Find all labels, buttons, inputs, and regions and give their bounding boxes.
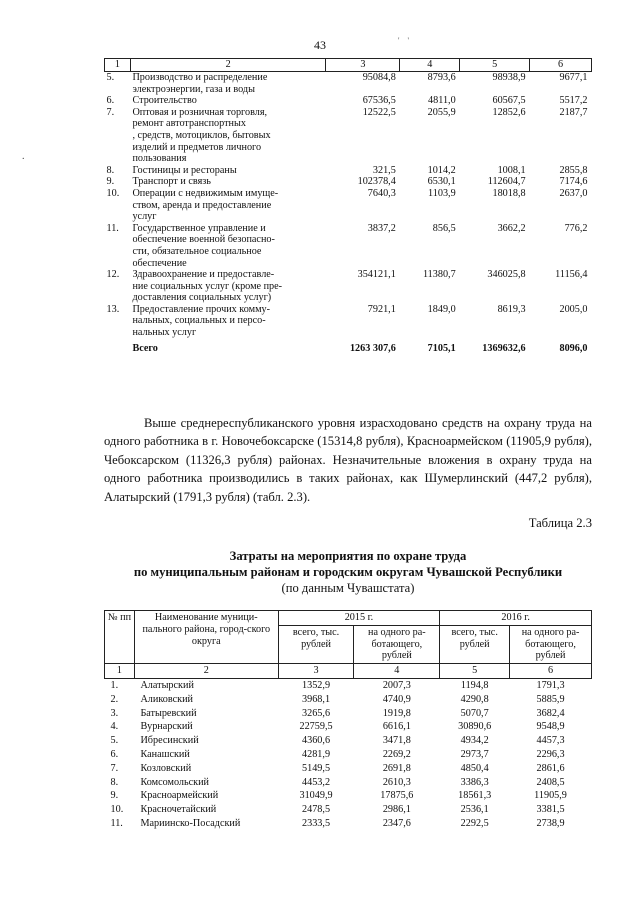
district-name: Комсомольский — [140, 776, 210, 788]
district-name: Мариинско-Посадский — [140, 817, 241, 829]
header-total: всего, тыс. рублей — [278, 625, 354, 663]
col-number: 1 — [105, 664, 135, 679]
value-cell: 11905,9 — [534, 790, 567, 802]
value-cell: 4290,8 — [460, 693, 489, 705]
district-name: Аликовский — [140, 693, 193, 705]
row-label: ние социальных услуг (кроме пре- — [132, 280, 283, 292]
header-no: № пп — [105, 611, 135, 664]
value-cell: 112604,7 — [487, 176, 526, 188]
value-cell: 2861,6 — [536, 762, 565, 774]
paragraph-text: Выше среднереспубликанского уровня израсходовано средств на охрану труда на одного работника в г. Новочебоксарске (15314,8 рубля), Красноармейском (11905,9 рубля), Чебоксарском (11326,3 рубля) районах. Незначительные вложения в охрану труда на одного работника производились в таких районах, как Шумерлинский (447,2 рубля), Алатырский (1791,3 рубля) (табл. 2.3). — [104, 416, 592, 504]
row-number — [105, 292, 131, 304]
page-number: 43 — [314, 38, 326, 52]
row-number: 5. — [106, 72, 115, 83]
value-cell — [530, 315, 592, 327]
total-value: 1263 307,6 — [349, 342, 396, 354]
value-cell: 1352,9 — [302, 679, 331, 691]
table-row — [105, 211, 592, 223]
row-number: 11. — [110, 817, 123, 829]
row-label: нальных, социальных и персо- — [132, 315, 266, 327]
table-row — [105, 188, 592, 200]
value-cell: 9677,1 — [559, 72, 588, 83]
row-number: 6. — [110, 748, 119, 760]
row-label: обеспечение военной безопасно- — [132, 234, 275, 246]
row-label: услуг — [132, 211, 157, 223]
table-row — [105, 762, 592, 776]
row-label: электроэнергии, газа и воды — [132, 83, 255, 95]
table1-header-row — [105, 59, 592, 72]
row-number: 13. — [106, 303, 120, 315]
row-number: 6. — [106, 95, 115, 107]
value-cell: 321,5 — [372, 164, 396, 176]
value-cell: 30890,6 — [458, 721, 492, 733]
value-cell: 1103,9 — [428, 187, 456, 199]
row-number: 11. — [106, 222, 119, 234]
value-cell — [400, 142, 460, 154]
table2-body — [105, 678, 592, 830]
row-number — [105, 118, 131, 130]
value-cell: 4457,3 — [536, 735, 565, 747]
value-cell: 4281,9 — [302, 748, 331, 760]
row-label: доставления социальных услуг) — [132, 292, 272, 304]
row-label: Здравоохранение и предоставле- — [132, 269, 275, 281]
district-name: Алатырский — [140, 679, 194, 691]
row-number: 7. — [106, 106, 115, 118]
row-number — [105, 315, 131, 327]
value-cell — [326, 292, 400, 304]
table1-header-cell: 2 — [130, 59, 325, 72]
value-cell: 3265,6 — [302, 707, 331, 719]
value-cell — [530, 130, 592, 142]
value-cell: 4453,2 — [302, 776, 331, 788]
col-number: 5 — [440, 664, 510, 679]
value-cell: 2973,7 — [460, 748, 489, 760]
table-row — [105, 142, 592, 154]
table-row — [105, 176, 592, 188]
value-cell — [400, 246, 460, 258]
value-cell — [460, 142, 530, 154]
row-label: ремонт автотранспортных — [132, 118, 246, 130]
row-label: Государственное управление и — [132, 222, 266, 234]
district-name: Красночетайский — [140, 804, 217, 816]
value-cell — [326, 153, 400, 165]
district-name: Батыревский — [140, 707, 197, 719]
table-row — [105, 693, 592, 707]
table-row — [105, 789, 592, 803]
row-number — [105, 258, 131, 270]
row-label: Производство и распределение — [132, 72, 268, 83]
table-row — [105, 72, 592, 84]
table-row — [105, 107, 592, 119]
table1-header-cell: 3 — [326, 59, 400, 72]
table-row — [105, 281, 592, 293]
header-name: Наименование муници-пального района, город-ского округа — [134, 611, 278, 664]
header-per-worker: на одного ра-ботающего, рублей — [354, 625, 440, 663]
value-cell: 6530,1 — [427, 176, 456, 188]
value-cell — [400, 315, 460, 327]
value-cell: 2005,0 — [559, 303, 588, 315]
col-number: 2 — [134, 664, 278, 679]
value-cell: 776,2 — [564, 222, 588, 234]
table1-header-cell: 6 — [530, 59, 592, 72]
row-label: изделий и предметов личного — [132, 141, 262, 153]
row-number — [105, 211, 131, 223]
value-cell: 8793,6 — [427, 72, 456, 83]
value-cell: 2478,5 — [302, 804, 331, 816]
row-label: Строительство — [132, 95, 197, 107]
value-cell: 3682,4 — [536, 707, 565, 719]
table2-header-row — [105, 611, 592, 626]
value-cell: 5149,5 — [302, 762, 331, 774]
value-cell — [400, 211, 460, 223]
value-cell — [460, 315, 530, 327]
value-cell — [460, 246, 530, 258]
header-year-2015: 2015 г. — [278, 611, 440, 626]
value-cell: 2691,8 — [382, 762, 411, 774]
row-number — [105, 234, 131, 246]
value-cell: 2610,3 — [382, 776, 411, 788]
row-number — [105, 246, 131, 258]
scan-mark: ' ' — [398, 36, 412, 45]
value-cell — [326, 142, 400, 154]
district-name: Канашский — [140, 748, 190, 760]
row-label: , средств, мотоциклов, бытовых — [132, 129, 271, 141]
table-row — [105, 165, 592, 177]
body-paragraph — [104, 414, 592, 506]
value-cell: 3968,1 — [302, 693, 331, 705]
value-cell — [530, 292, 592, 304]
value-cell — [326, 130, 400, 142]
value-cell: 4811,0 — [428, 95, 456, 107]
col-number: 6 — [510, 664, 592, 679]
value-cell: 1014,2 — [427, 164, 456, 176]
value-cell: 3662,2 — [497, 222, 526, 234]
value-cell: 3381,5 — [536, 804, 565, 816]
row-number — [105, 153, 131, 165]
value-cell — [400, 258, 460, 270]
value-cell — [400, 327, 460, 339]
value-cell — [460, 292, 530, 304]
value-cell: 12852,6 — [492, 106, 526, 118]
value-cell — [400, 84, 460, 96]
table-label: Таблица 2.3 — [528, 516, 592, 530]
title-source: (по данным Чувашстата) — [281, 581, 415, 595]
header-per-worker: на одного ра-ботающего, рублей — [510, 625, 592, 663]
table-row — [105, 720, 592, 734]
value-cell: 2637,0 — [559, 187, 588, 199]
value-cell — [326, 246, 400, 258]
value-cell — [400, 200, 460, 212]
table1-header-cell: 4 — [400, 59, 460, 72]
table1-header-cell: 5 — [460, 59, 530, 72]
row-number: 9. — [110, 790, 119, 802]
value-cell — [530, 118, 592, 130]
row-label: пользования — [132, 153, 187, 165]
value-cell: 12522,5 — [362, 106, 396, 118]
value-cell: 98938,9 — [492, 72, 526, 83]
table-row — [105, 246, 592, 258]
row-number — [105, 339, 131, 355]
total-value: 7105,1 — [427, 342, 456, 354]
value-cell: 3471,8 — [382, 735, 411, 747]
table-row — [105, 817, 592, 831]
value-cell: 22759,5 — [299, 721, 333, 733]
table-row — [105, 269, 592, 281]
value-cell — [460, 327, 530, 339]
table-row — [105, 315, 592, 327]
value-cell — [326, 315, 400, 327]
table-row — [105, 234, 592, 246]
value-cell — [460, 234, 530, 246]
value-cell: 3837,2 — [367, 222, 396, 234]
value-cell: 2269,2 — [382, 748, 411, 760]
row-number: 3. — [110, 707, 119, 719]
value-cell — [460, 153, 530, 165]
value-cell — [530, 327, 592, 339]
value-cell: 2292,5 — [460, 817, 489, 829]
header-total: всего, тыс. рублей — [440, 625, 510, 663]
value-cell — [530, 84, 592, 96]
value-cell: 2536,1 — [460, 804, 489, 816]
value-cell — [530, 281, 592, 293]
value-cell: 2055,9 — [427, 106, 456, 118]
value-cell: 11156,4 — [555, 269, 588, 281]
value-cell — [530, 234, 592, 246]
header-year-2016: 2016 г. — [440, 611, 592, 626]
table1-header-cell: 1 — [105, 59, 131, 72]
value-cell: 2296,3 — [536, 748, 565, 760]
district-costs-table — [104, 610, 592, 831]
district-name: Красноармейский — [140, 790, 219, 802]
row-label: нальных услуг — [132, 327, 197, 339]
table-row — [105, 803, 592, 817]
value-cell: 2855,8 — [559, 164, 588, 176]
table-row — [105, 707, 592, 721]
value-cell: 4360,6 — [302, 735, 331, 747]
row-number: 7. — [110, 762, 119, 774]
title-line: Затраты на мероприятия по охране труда — [229, 549, 467, 563]
value-cell: 9548,9 — [536, 721, 565, 733]
value-cell — [326, 84, 400, 96]
value-cell: 5070,7 — [460, 707, 489, 719]
value-cell: 67536,5 — [362, 95, 396, 107]
value-cell: 17875,6 — [380, 790, 414, 802]
row-number: 10. — [110, 804, 124, 816]
value-cell — [460, 211, 530, 223]
table-row — [105, 130, 592, 142]
total-label: Всего — [132, 342, 158, 354]
value-cell: 8619,3 — [497, 303, 526, 315]
district-name: Ибресинский — [140, 735, 199, 747]
value-cell — [400, 234, 460, 246]
value-cell: 18561,3 — [458, 790, 492, 802]
value-cell: 5885,9 — [536, 693, 565, 705]
total-value: 8096,0 — [559, 342, 588, 354]
district-name: Вурнарский — [140, 721, 193, 733]
total-value: 1369632,6 — [482, 342, 526, 354]
col-number: 4 — [354, 664, 440, 679]
table-row — [105, 776, 592, 790]
value-cell — [460, 200, 530, 212]
value-cell — [530, 142, 592, 154]
row-label: Операции с недвижимым имуще- — [132, 187, 279, 199]
value-cell — [530, 200, 592, 212]
table-row — [105, 258, 592, 270]
value-cell: 2333,5 — [302, 817, 331, 829]
value-cell — [400, 153, 460, 165]
table-row — [105, 292, 592, 304]
value-cell: 31049,9 — [299, 790, 333, 802]
row-number — [105, 281, 131, 293]
value-cell — [460, 258, 530, 270]
value-cell: 3386,3 — [460, 776, 489, 788]
value-cell: 18018,8 — [492, 187, 526, 199]
value-cell: 2347,6 — [382, 817, 411, 829]
table-row — [105, 734, 592, 748]
value-cell — [460, 84, 530, 96]
row-number: 4. — [110, 721, 119, 733]
value-cell — [460, 118, 530, 130]
row-number: 12. — [106, 269, 120, 281]
value-cell: 2007,3 — [382, 679, 411, 691]
value-cell: 354121,1 — [357, 269, 396, 281]
value-cell — [530, 153, 592, 165]
value-cell — [400, 130, 460, 142]
row-number — [105, 142, 131, 154]
value-cell: 11380,7 — [422, 269, 456, 281]
value-cell — [400, 292, 460, 304]
value-cell — [530, 211, 592, 223]
table-row — [105, 153, 592, 165]
row-label: обеспечение — [132, 257, 187, 269]
value-cell — [326, 118, 400, 130]
value-cell: 2187,7 — [559, 106, 588, 118]
row-number: 10. — [106, 187, 120, 199]
value-cell — [400, 118, 460, 130]
row-number: 8. — [110, 776, 119, 788]
value-cell: 5517,2 — [559, 95, 588, 107]
value-cell — [326, 211, 400, 223]
value-cell: 2738,9 — [536, 817, 565, 829]
value-cell — [326, 234, 400, 246]
value-cell — [326, 200, 400, 212]
table-row — [105, 118, 592, 130]
row-number: 9. — [106, 176, 115, 188]
industry-costs-table — [104, 58, 592, 354]
total-row — [105, 339, 592, 355]
row-label: Предоставление прочих комму- — [132, 303, 270, 315]
table-row — [105, 84, 592, 96]
row-label: ством, аренда и предоставление — [132, 199, 272, 211]
value-cell — [326, 327, 400, 339]
row-number — [105, 327, 131, 339]
row-number: 1. — [110, 679, 119, 691]
table-row — [105, 223, 592, 235]
value-cell: 4740,9 — [382, 693, 411, 705]
title-line: по муниципальным районам и городским округам Чувашской Республики — [133, 565, 563, 579]
row-label: Транспорт и связь — [132, 176, 211, 188]
value-cell: 60567,5 — [492, 95, 526, 107]
table2-colnum-row — [105, 664, 592, 679]
value-cell: 1849,0 — [427, 303, 456, 315]
value-cell: 1791,3 — [536, 679, 565, 691]
table-row — [105, 678, 592, 692]
col-number: 3 — [278, 664, 354, 679]
value-cell: 7174,6 — [559, 176, 588, 188]
table-row — [105, 304, 592, 316]
value-cell: 346025,8 — [487, 269, 526, 281]
table-row — [105, 95, 592, 107]
row-number — [105, 200, 131, 212]
row-number — [105, 130, 131, 142]
district-name: Козловский — [140, 762, 192, 774]
value-cell: 6616,1 — [382, 721, 411, 733]
value-cell — [460, 281, 530, 293]
value-cell — [530, 246, 592, 258]
value-cell: 856,5 — [432, 222, 456, 234]
table1-body — [105, 72, 592, 355]
row-label: сти, обязательное социальное — [132, 245, 262, 257]
row-number: 8. — [106, 164, 115, 176]
table-row — [105, 327, 592, 339]
value-cell: 7640,3 — [367, 187, 396, 199]
table-row — [105, 200, 592, 212]
row-number — [105, 84, 131, 96]
row-label: Оптовая и розничная торговля, — [132, 106, 268, 118]
value-cell: 4934,2 — [460, 735, 489, 747]
value-cell — [460, 130, 530, 142]
value-cell: 1919,8 — [382, 707, 411, 719]
value-cell — [530, 258, 592, 270]
row-number: 2. — [110, 693, 119, 705]
row-number: 5. — [110, 735, 119, 747]
value-cell — [400, 281, 460, 293]
table-row — [105, 748, 592, 762]
value-cell: 95084,8 — [362, 72, 396, 83]
value-cell: 2986,1 — [382, 804, 411, 816]
value-cell: 1008,1 — [497, 164, 526, 176]
value-cell — [326, 281, 400, 293]
value-cell: 102378,4 — [357, 176, 396, 188]
row-label: Гостиницы и рестораны — [132, 164, 237, 176]
table-title — [90, 548, 606, 596]
value-cell: 1194,8 — [460, 679, 489, 691]
value-cell — [326, 258, 400, 270]
margin-dot: . — [22, 151, 25, 162]
value-cell: 7921,1 — [367, 303, 396, 315]
value-cell: 4850,4 — [460, 762, 489, 774]
value-cell: 2408,5 — [536, 776, 565, 788]
